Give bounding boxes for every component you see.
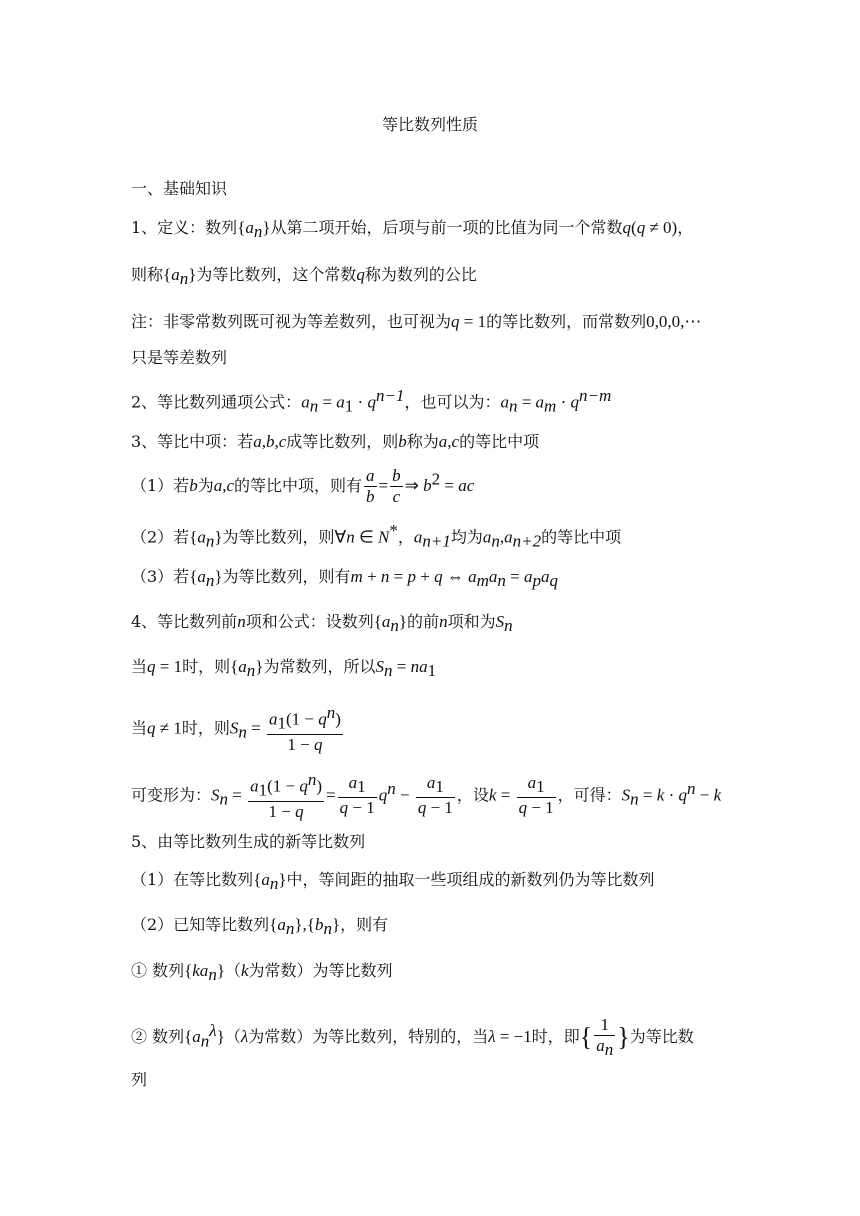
sum-variant-formula: 可变形为：$S_n$ = $\frac{a_1(1 - q^n)}{1 - q}$ = $\frac{a_1}{q - 1}$ $q^n$ − $\frac{a_1}{q - 1}$ ，设k = $\frac{a_1}{q - 1}$ ，可得：$S_n = k \cdot q^n - k$ [131,770,722,821]
sum-case-q-equals-1: 当q = 1时，则$\{a_n\}$为常数列，所以$S_n = na_1$ [131,657,437,681]
geometric-mean-item-2: （2）若$\{a_n\}$为等比数列，则∀n ∈ N*，$a_{n+1}$均为$a_n,a_{n+2}$的等比中项 [131,521,622,551]
geometric-mean-item-3: （3）若$\{a_n\}$为等比数列，则有m + n = p + q ⇔ $a_ma_n = a_pa_q$ [131,567,558,591]
new-sequence-title: 5、由等比数列生成的新等比数列 [131,832,366,851]
note-line-2: 只是等差数列 [131,348,228,367]
note-line-1: 注：非零常数列既可视为等差数列，也可视为q = 1的等比数列，而常数列0,0,0,⋯ [131,312,702,331]
geometric-mean-item-1: （1）若b为a,c的等比中项，则有 $\frac{a}{b}$ = $\frac{b}{c}$ ⇒ $b^2$ = ac [131,466,475,506]
definition-line-1: 1、定义：数列$\{a_n\}$从第二项开始，后项与前一项的比值为同一个常数q(q ≠ 0)， [131,218,694,242]
definition-line-2: 则称$\{a_n\}$为等比数列，这个常数q称为数列的公比 [131,265,477,289]
sum-case-q-not-1: 当q ≠ 1时，则$S_n$ = $\frac{a_1(1 - q^n)}{1 - q}$ [131,703,341,754]
new-sequence-item-2: （2）已知等比数列$\{a_n\},\{b_n\}$，则有 [131,915,389,939]
new-sequence-case-2-cont: 列 [131,1070,148,1089]
new-sequence-case-1: ① 数列$\{ka_n\}(k$为常数）为等比数列 [131,961,393,985]
general-term-formula: 2、等比数列通项公式：$a_n = a_1 \cdot q^{n-1}$，也可以为：$a_n = a_m \cdot q^{n-m}$ [131,386,612,416]
page-title: 等比数列性质 [381,115,478,134]
sum-formula-intro: 4、等比数列前n项和公式：设数列$\{a_n\}$的前n项和为$S_n$ [131,612,513,636]
new-sequence-case-2: ② 数列$\{a_n^\lambda\}(\lambda$为常数）为等比数列，特别的，当λ = −1时，即{ $\frac{1}{a_n}$ }为等比数 [131,1015,694,1060]
section-heading: 一、基础知识 [131,179,228,198]
geometric-mean-def: 3、等比中项：若a,b,c成等比数列，则b称为a,c的等比中项 [131,432,540,451]
new-sequence-item-1: （1）在等比数列$\{a_n\}$中，等间距的抽取一些项组成的新数列仍为等比数列 [131,870,655,894]
